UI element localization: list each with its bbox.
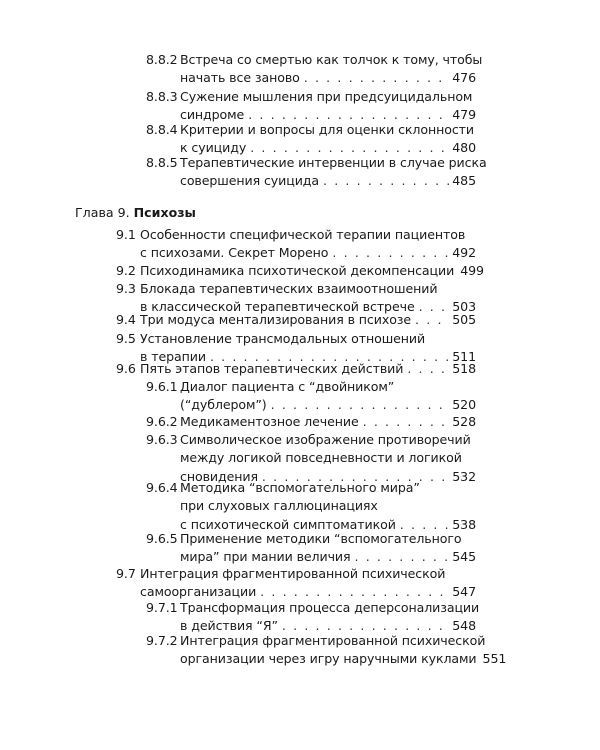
chapter-heading	[75, 204, 196, 222]
toc-entry-page: 476	[452, 70, 476, 86]
toc-entry-8-8-4	[146, 121, 476, 158]
toc-entry-number: 9.7.2	[146, 633, 178, 648]
leader-dots	[323, 172, 450, 190]
leader-dots	[407, 360, 450, 378]
toc-entry-8-8-2	[146, 51, 483, 88]
toc-entry-9-6-5	[146, 530, 476, 567]
toc-entry-title-line: Терапевтические интервенции в случае риска	[180, 155, 487, 170]
leader-dots	[332, 244, 450, 262]
toc-entry-page: 505	[452, 312, 476, 327]
toc-entry-page: 485	[452, 173, 476, 189]
toc-entry-number: 9.3	[116, 281, 136, 296]
toc-entry-number: 9.6.5	[146, 531, 178, 546]
leader-dots	[363, 413, 451, 431]
toc-entry-page: 520	[452, 397, 476, 413]
toc-entry-title-line: Трансформация процесса деперсонализации	[180, 600, 480, 615]
toc-entry-page: 511	[452, 349, 476, 365]
toc-entry-9-6-1	[146, 378, 476, 415]
toc-entry-8-8-3	[146, 88, 476, 125]
toc-entry-9-7-1	[146, 599, 480, 636]
chapter-title: Психозы	[133, 205, 196, 220]
toc-entry-page: 503	[452, 299, 476, 315]
toc-entry-number: 9.6.1	[146, 379, 178, 394]
toc-entry-number: 9.6.4	[146, 480, 178, 495]
toc-entry-title-line: Встреча со смертью как толчок к тому, чтобы	[180, 52, 483, 67]
toc-entry-title-line: с психотической симптоматикой	[180, 516, 396, 532]
toc-entry-9-4	[116, 311, 476, 329]
toc-entry-title-line: мира” при мании величия	[180, 549, 351, 565]
toc-entry-9-2	[116, 262, 484, 280]
toc-entry-title-line: Символическое изображение противоречий	[180, 432, 471, 447]
toc-entry-page: 538	[452, 516, 476, 532]
toc-entry-title-line: при слуховых галлюцинациях	[180, 498, 378, 514]
toc-entry-page: 528	[452, 414, 476, 429]
toc-entry-9-6-3	[146, 431, 476, 486]
toc-entry-title-line: между логикой повседневности и логикой	[180, 450, 462, 466]
toc-entry-title-line: Методика “вспомогательного мира”	[180, 480, 420, 495]
toc-entry-page: 492	[452, 245, 476, 261]
toc-entry-title-line: Интеграция фрагментированной психической	[140, 566, 446, 581]
toc-entry-9-7-2	[146, 632, 507, 669]
toc-entry-title-line: с психозами. Секрет Морено	[140, 245, 329, 261]
toc-entry-title-line: синдроме	[180, 107, 245, 123]
toc-entry-number: 9.5	[116, 331, 136, 346]
toc-entry-9-7	[116, 565, 476, 602]
toc-entry-number: 9.7.1	[146, 600, 178, 615]
toc-entry-number: 9.1	[116, 227, 136, 242]
toc-entry-8-8-5	[146, 154, 487, 191]
toc-entry-title-line: Блокада терапевтических взаимоотношений	[140, 281, 438, 296]
toc-entry-title-line: Три модуса ментализирования в психозе	[140, 312, 412, 327]
toc-entry-title-line: Установление трансмодальных отношений	[140, 331, 426, 346]
toc-entry-number: 8.8.4	[146, 122, 178, 137]
toc-entry-page: 499	[460, 263, 484, 278]
toc-entry-number: 8.8.2	[146, 52, 178, 67]
toc-entry-page: 547	[452, 584, 476, 600]
toc-entry-page: 480	[452, 140, 476, 156]
toc-entry-title-line: Пять этапов терапевтических действий	[140, 361, 404, 376]
toc-entry-title-line: в действия “Я”	[180, 618, 278, 634]
toc-entry-title-line: Сужение мышления при предсуицидальном	[180, 89, 473, 104]
toc-entry-number: 9.2	[116, 263, 136, 278]
toc-entry-title-line: сновидения	[180, 468, 258, 484]
toc-entry-number: 9.6	[116, 361, 136, 376]
toc-entry-page: 479	[452, 107, 476, 123]
toc-entry-number: 9.7	[116, 566, 136, 581]
toc-entry-9-6-2	[146, 413, 476, 431]
toc-entry-title-line: организации через игру наручными куклами	[180, 651, 477, 667]
toc-entry-title-line: к суициду	[180, 140, 247, 156]
toc-entry-title-line: начать все заново	[180, 70, 300, 86]
toc-entry-title-line: в классической терапевтической встрече	[140, 299, 415, 315]
toc-entry-page: 518	[452, 361, 476, 376]
toc-entry-title-line: Применение методики “вспомогательного	[180, 531, 462, 546]
toc-entry-title-line: Критерии и вопросы для оценки склонности	[180, 122, 474, 137]
toc-entry-page: 551	[482, 651, 507, 667]
chapter-prefix: Глава 9.	[75, 205, 130, 220]
toc-entry-title-line: Медикаментозное лечение	[180, 414, 359, 429]
toc-entry-title-line: (“дублером”)	[180, 397, 267, 413]
toc-entry-number: 9.4	[116, 312, 136, 327]
toc-entry-9-6	[116, 360, 476, 378]
toc-entry-title-line: в терапии	[140, 349, 206, 365]
toc-entry-page: 532	[452, 468, 476, 484]
toc-entry-title-line: самоорганизации	[140, 584, 257, 600]
toc-entry-9-6-4	[146, 479, 476, 534]
toc-entry-number: 9.6.3	[146, 432, 178, 447]
toc-entry-page: 545	[452, 549, 476, 565]
toc-entry-number: 8.8.3	[146, 89, 178, 104]
leader-dots	[304, 69, 451, 87]
toc-entry-title-line: Диалог пациента с “двойником”	[180, 379, 395, 394]
toc-entry-page: 548	[452, 618, 476, 634]
toc-entry-number: 8.8.5	[146, 155, 178, 170]
toc-entry-title-line: Особенности специфической терапии пациентов	[140, 227, 466, 242]
toc-entry-9-1	[116, 226, 476, 263]
toc-entry-title-line: Психодинамика психотической декомпенсации	[140, 263, 455, 278]
toc-entry-title-line: Интеграция фрагментированной психической	[180, 633, 486, 648]
toc-entry-number: 9.6.2	[146, 414, 178, 429]
toc-entry-title-line: совершения суицида	[180, 173, 320, 189]
leader-dots	[415, 311, 450, 329]
